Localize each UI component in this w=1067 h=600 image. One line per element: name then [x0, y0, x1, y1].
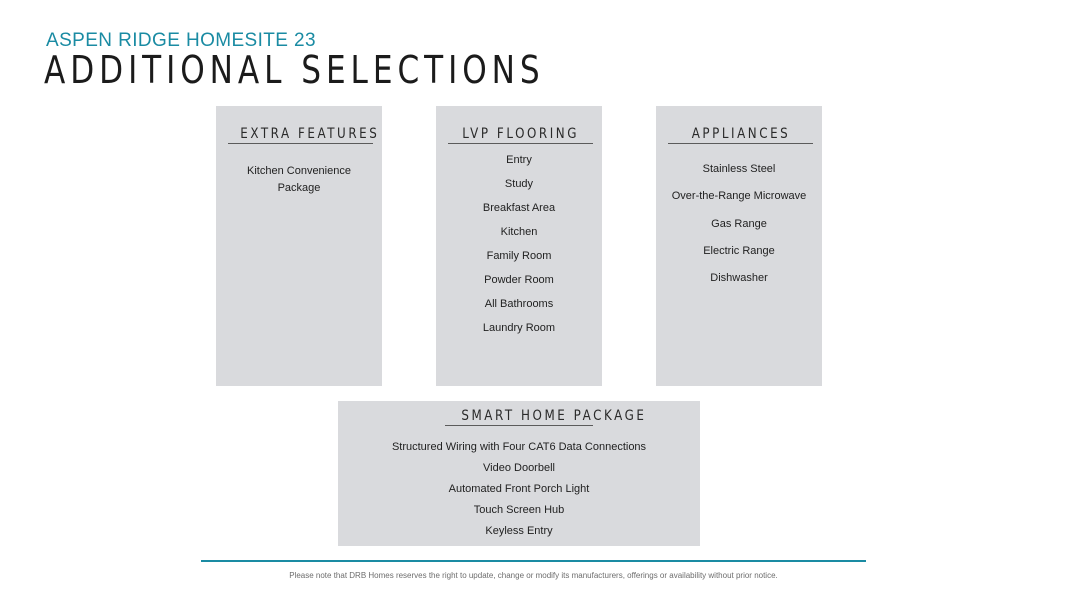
lvp-flooring-panel	[436, 106, 602, 386]
extra-features-heading: EXTRA FEATURES	[228, 126, 373, 144]
lvp-flooring-list	[436, 153, 602, 345]
disclaimer-text: Please note that DRB Homes reserves the right to update, change or modify its manufacturers, offerings or availability without prior notice.	[289, 571, 778, 580]
lvp-flooring-heading: LVP FLOORING	[448, 126, 593, 144]
extra-features-panel	[216, 106, 382, 386]
list-item: All Bathrooms	[484, 298, 554, 310]
appliances-list	[656, 162, 822, 298]
list-item: Electric Range	[703, 244, 775, 257]
list-item: Automated Front Porch Light	[448, 483, 590, 496]
list-item: Laundry Room	[482, 322, 556, 334]
list-item: Study	[504, 178, 534, 190]
subtitle: ASPEN RIDGE HOMESITE 23	[46, 30, 316, 51]
list-item: Breakfast Area	[482, 202, 556, 214]
list-item: Family Room	[486, 250, 552, 262]
list-item: Kitchen Convenience Package	[247, 165, 351, 194]
list-item: Kitchen	[500, 226, 538, 238]
list-item: Video Doorbell	[483, 462, 555, 475]
footer-divider	[201, 560, 866, 562]
list-item: Gas Range	[711, 217, 767, 230]
list-item: Powder Room	[484, 274, 554, 286]
appliances-heading: APPLIANCES	[668, 126, 813, 144]
list-item: Keyless Entry	[485, 525, 553, 538]
smart-home-package-panel	[338, 401, 700, 546]
page-title: ADDITIONAL SELECTIONS	[44, 48, 545, 92]
list-item: Stainless Steel	[702, 163, 776, 175]
extra-features-list	[216, 163, 382, 197]
list-item: Over-the-Range Microwave	[671, 190, 807, 203]
list-item: Dishwasher	[710, 272, 768, 285]
list-item: Entry	[506, 154, 532, 166]
appliances-panel	[656, 106, 822, 386]
smart-home-package-list	[338, 440, 700, 545]
smart-home-package-heading: SMART HOME PACKAGE	[445, 408, 593, 426]
list-item: Touch Screen Hub	[473, 504, 565, 517]
list-item: Structured Wiring with Four CAT6 Data Connections	[391, 441, 647, 453]
